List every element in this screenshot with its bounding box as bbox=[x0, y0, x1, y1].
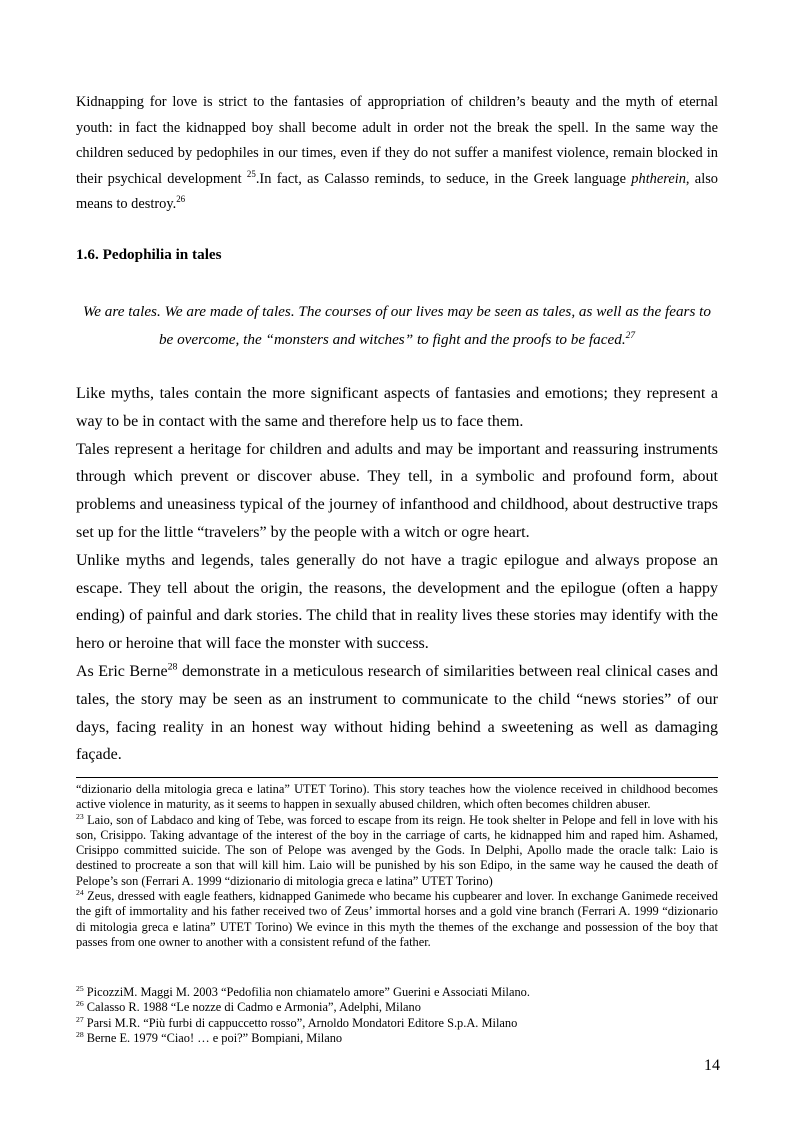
footnote-25-text: PicozziM. Maggi M. 2003 “Pedofilia non chiamatelo amore” Guerini e Associati Milano. bbox=[83, 985, 530, 999]
greek-word: phtherein bbox=[631, 170, 686, 187]
footnote-25 bbox=[76, 985, 718, 1000]
footnote-26-number: 26 bbox=[76, 999, 84, 1009]
paragraph-berne bbox=[76, 658, 718, 769]
footnote-28 bbox=[76, 1031, 718, 1046]
footnote-ref-28[interactable]: 28 bbox=[167, 661, 178, 673]
footnote-23-number: 23 bbox=[76, 811, 84, 821]
footnote-26-text: Calasso R. 1988 “Le nozze di Cadmo e Armonia”, Adelphi, Milano bbox=[83, 1000, 421, 1015]
footnote-27 bbox=[76, 1016, 718, 1031]
footnote-24-text: Zeus, dressed with eagle feathers, kidnapped Ganimede who became his cupbearer and lover. In exchange Ganimede received the gift of immortality and his father received two of Zeus’ immortal horses and a gold vine branch (Ferrari A. 1999 “dizionario di mitologia greca e latina” UTET Torino) We evince in this myth the themes of the exchange and possession of the boy that passes from one owner to another with a consistent refund of the father. bbox=[76, 889, 718, 949]
page-number: 14 bbox=[704, 1057, 720, 1074]
footnote-23-text: Laio, son of Labdaco and king of Tebe, was forced to escape from its reign. He took shelter in Pelope and fell in love with his son, Crisippo. Taking advantage of the interest of the boy in the carriage of carts, he kidnapped him and raped him. Ashamed, Crisippo committed suicide. The son of Pelope was avenged by the Gods. In Delphi, Apollo made the oracle talk: Laio is destined to procreate a son that will kill him. Laio will be punished by his son Edipo, in the same way he caused the death of Pelope’s son (Ferrari A. 1999 “dizionario di mitologia greca e latina” UTET Torino) bbox=[76, 812, 718, 888]
footnote-25-number: 25 bbox=[76, 983, 84, 993]
footnote-27-number: 27 bbox=[76, 1014, 84, 1024]
footnote-27-text: Parsi M.R. “Più furbi di cappuccetto rosso”, Arnoldo Mondatori Editore S.p.A. Milano bbox=[83, 1015, 518, 1030]
berne-text-continued: demonstrate in a meticulous research of similarities between real clinical cases and tales, the story may be seen as an instrument to communicate to the child “news stories” of our days, facing reality in an honest way without hiding behind a sweetening as well as damaging façade. bbox=[76, 662, 718, 764]
footnote-28-text: Berne E. 1979 “Ciao! … e poi?” Bompiani, Milano bbox=[83, 1030, 343, 1045]
footnote-ref-26[interactable]: 26 bbox=[176, 194, 186, 205]
footnote-ref-27[interactable]: 27 bbox=[625, 330, 636, 341]
quote-text: We are tales. We are made of tales. The courses of our lives may be seen as tales, as well as the fears to be overcome, the “monsters and witches” to fight and the proofs to be faced. bbox=[83, 303, 711, 348]
footnote-24 bbox=[76, 889, 718, 950]
footnote-divider bbox=[76, 777, 718, 778]
intro-text-end: , also means to destroy. bbox=[76, 170, 718, 213]
intro-text-continued: .In fact, as Calasso reminds, to seduce, in the Greek language bbox=[255, 170, 632, 187]
body-text bbox=[76, 380, 718, 769]
footnote-ref-25[interactable]: 25 bbox=[246, 168, 256, 179]
footnote-continued: “dizionario della mitologia greca e latina” UTET Torino). This story teaches how the violence received in childhood becomes active violence in maturity, as it seems to happen in sexually abused children, which often becomes children abuser. bbox=[76, 782, 718, 812]
section-heading: 1.6. Pedophilia in tales bbox=[76, 246, 222, 263]
footnotes-lower bbox=[76, 985, 718, 1046]
epigraph-quote bbox=[76, 298, 718, 354]
intro-text: Kidnapping for love is strict to the fantasies of appropriation of children’s beauty and the myth of eternal youth: in fact the kidnapped boy shall become adult in order not the break the spell. In the same way the children seduced by pedophiles in our times, even if they do not suffer a manifest violence, remain blocked in their psychical development bbox=[76, 94, 718, 187]
paragraph-legends: Unlike myths and legends, tales generally do not have a tragic epilogue and always propose an escape. They tell about the origin, the reasons, the development and the epilogue (often a happy ending) of painful and dark stories. The child that in reality lives these stories may identify with the hero or heroine that will face the monster with success. bbox=[76, 551, 718, 653]
paragraph-myths: Like myths, tales contain the more significant aspects of fantasies and emotions; they represent a way to be in contact with the same and therefore help us to face them. bbox=[76, 385, 718, 430]
footnote-24-number: 24 bbox=[76, 887, 84, 897]
intro-paragraph bbox=[76, 90, 718, 218]
paragraph-heritage: Tales represent a heritage for children and adults and may be important and reassuring instruments through which prevent or discover abuse. They tell, in a symbolic and profound form, about problems and uneasiness typical of the journey of infanthood and childhood, about destructive traps set up for the little “travelers” by the people with a witch or ogre heart. bbox=[76, 440, 718, 541]
footnote-28-number: 28 bbox=[76, 1029, 84, 1039]
berne-text: As Eric Berne bbox=[76, 662, 168, 680]
footnotes-upper bbox=[76, 782, 718, 950]
footnote-26 bbox=[76, 1000, 718, 1015]
footnote-23 bbox=[76, 813, 718, 889]
